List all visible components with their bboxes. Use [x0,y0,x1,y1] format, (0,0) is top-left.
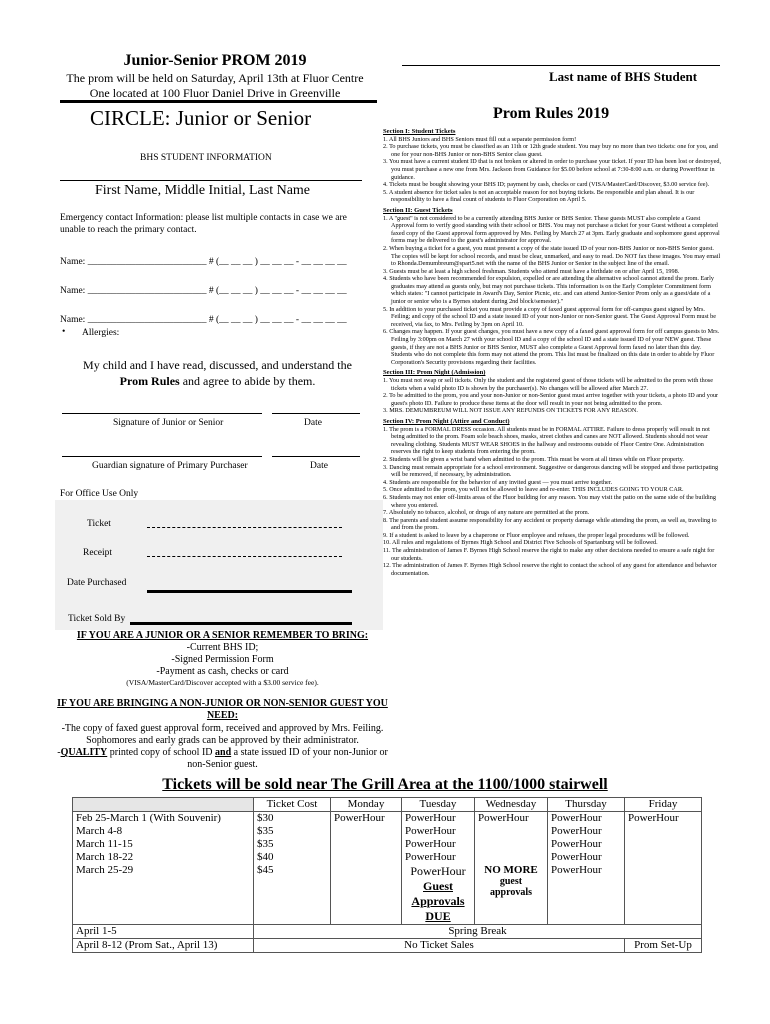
office-date-purchased-label: Date Purchased [67,578,127,588]
rule-1-2: 2. To purchase tickets, you must be classified as an 11th or 12th grade student. You may buy no more than two tickets: one for you, and one for your non-BHS Junior or non-BHS Senior class guest. [383,143,718,158]
tuesday-cell: PowerHour [402,825,475,838]
thursday-cell: PowerHour [548,838,625,851]
guest-id-tail: a state issued ID of your non-Junior or non-Senior guest. [187,747,388,770]
table-row [73,851,702,864]
student-info-title: BHS STUDENT INFORMATION [140,153,272,163]
cost-cell: $35 [254,838,331,851]
header-cell-tuesday: Tuesday [402,798,475,812]
week-cell: April 1-5 [73,925,254,939]
agreement-line1: My child and I have read, discussed, and understand the [83,358,352,372]
quality-emphasis: QUALITY [60,747,108,758]
monday-cell [331,838,402,851]
cost-cell: $40 [254,851,331,864]
table-row [73,825,702,838]
rule-4-11: 11. The administration of James F. Byrnes High School reserve the right to make any other decisions needed to ensure a safe night for our students. [383,547,715,562]
bring-item-id: -Current BHS ID; [186,642,259,653]
bring-item-form: -Signed Permission Form [171,654,274,665]
rule-4-7: 7. Absolutely no tobacco, alcohol, or drugs of any nature are permitted at the prom. [383,509,590,517]
rule-1-3: 3. You must have a current student ID that is not broken or altered in order to purchase your ticket. If your ID has been lost or destroyed, you must purchase a new one from Mrs. Jackson from Guidance for $5.00 before school at 7:30-8:00 a.m. or during PowerHour in guidance. [383,158,721,181]
prom-rules-ref: Prom Rules [119,374,180,388]
guest-due-2: Approvals [411,894,465,908]
section-4-heading: Section IV: Prom Night (Attire and Conduct) [383,417,510,425]
contact-name-field-2[interactable]: Name: _________________________ # (__ __ __ ) __ __ __ - __ __ __ __ [60,286,347,296]
prom-location-line1: The prom will be held on Saturday, April 13th at Fluor Centre [66,71,364,85]
guest-due-3: DUE [425,909,451,923]
guest-item-id [55,747,390,771]
rule-2-2: 2. When buying a ticket for a guest, you must present a copy of the state issued ID of your non-BHS Junior or non-BHS Senior guest. The copies will be kept for school records, and must be clear, unmarked, and easy to read. Do NOT fax these images. You may email to Rhonda.Demumbreum@spart5.net with the name of the BHS Junior or Senior in the subject line of the email. [383,244,721,268]
rule-4-4: 4. Students are responsible for the behavior of any invited guest — you must arrive together. [383,478,613,486]
friday-cell: PowerHour [625,812,702,826]
office-receipt-line[interactable] [147,556,342,557]
tuesday-cell: PowerHour [402,812,475,826]
student-date-line[interactable] [272,413,360,414]
rule-4-12: 12. The administration of James F. Byrnes High School reserve the right to contact the school of any guest for attendance and behavior documentation. [383,562,717,577]
monday-cell [331,864,402,925]
monday-cell [331,851,402,864]
section-1-heading: Section I: Student Tickets [383,128,456,135]
cost-cell: $30 [254,812,331,826]
office-ticket-line[interactable] [147,527,342,528]
thursday-cell: PowerHour [548,851,625,864]
office-ticket-label: Ticket [87,519,111,529]
ticket-sales-banner: Tickets will be sold near The Grill Area at the 1100/1000 stairwell [162,776,608,793]
bring-title: IF YOU ARE A JUNIOR OR A SENIOR REMEMBER TO BRING: [76,630,369,641]
monday-cell: PowerHour [331,812,402,826]
rule-4-5: 5. Once admitted to the prom, you will not be allowed to leave and re-enter. THIS INCLUDES GOING TO YOUR CAR. [383,486,684,494]
no-more-approvals: approvals [489,887,533,898]
header-cell-blank [73,798,254,812]
week-cell: March 18-22 [73,851,254,864]
header-cell-cost: Ticket Cost [254,798,331,812]
cost-cell: $35 [254,825,331,838]
ticket-schedule [72,797,702,953]
tuesday-cell [402,864,475,925]
rule-4-2: 2. Students will be given a wrist band when admitted to the prom. This must be worn at all times while on Fluor property. [383,455,684,463]
office-use-title: For Office Use Only [60,489,139,499]
last-name-line[interactable] [402,65,720,66]
prom-title: Junior-Senior PROM 2019 [123,52,307,69]
circle-class-prompt: CIRCLE: Junior or Senior [90,106,312,130]
office-sold-by-label: Ticket Sold By [68,614,126,624]
office-receipt-label: Receipt [83,548,113,558]
table-row [73,925,702,939]
table-row [73,864,702,925]
wednesday-cell [475,864,548,925]
tuesday-cell: PowerHour [402,838,475,851]
rule-3-1: 1. You must not swap or sell tickets. Only the student and the registered guest of those tickets will be admitted to the prom with those tickets when a valid photo ID is shown by the purchaser(s). No changes will be allowed after March 27. [383,377,713,392]
bring-item-payment: -Payment as cash, checks or card [156,666,289,677]
table-header-row [73,798,702,812]
friday-cell [625,851,702,864]
rule-1-4: 4. Tickets must be bought showing your BHS ID; payment by cash, checks or card (VISA/MasterCard/Discover, $3.00 service fee). [383,181,710,189]
rule-4-8: 8. The parents and student assume responsibility for any accident or property damage while attending the prom, as well as, traveling to and from the prom. [383,516,717,532]
student-signature-line[interactable] [62,413,262,414]
rule-2-3: 3. Guests must be at least a high school freshman. Students who attend must have a birthdate on or after April 15, 1998. [383,267,680,275]
week-cell: March 11-15 [73,838,254,851]
header-cell-friday: Friday [625,798,702,812]
friday-cell [625,825,702,838]
rule-4-6: 6. Students may not enter off-limits areas of the Fluor building for any reason. You may visit the patio on the same side of the building where you entered. [383,493,716,509]
week-cell: March 25-29 [73,864,254,925]
guest-dash: - [57,747,61,758]
table-row [73,812,702,826]
cost-cell: $45 [254,864,331,925]
monday-cell [331,825,402,838]
office-date-line[interactable] [147,590,352,593]
wednesday-cell: PowerHour [475,812,548,826]
guest-item-approval: -The copy of faxed guest approval form, received and approved by Mrs. Feiling. Sophomores and early grads can be approved by their administrator. [61,723,384,746]
guest-title: IF YOU ARE BRINGING A NON-JUNIOR OR NON-SENIOR GUEST YOU NEED: [57,698,388,721]
table-row [73,838,702,851]
tuesday-powerhour: PowerHour [410,864,466,878]
guardian-date-line[interactable] [272,456,360,457]
spring-break-cell: Spring Break [254,925,702,939]
rule-2-5: 5. In addition to your purchased ticket you must provide a copy of faxed guest approval form for off-campus guest signed by Mrs. Feiling; and copy of the school ID and a state issued ID of your non-Junior or non-Senior guest. The Guest Approval Form must be received, via fax, to Mrs. Feiling by 3pm on April 10. [383,305,717,328]
rule-4-9: 9. If a student is asked to leave by a chaperone or Fluor employee and refuses, the proper legal procedures will be followed. [383,531,690,539]
agreement-line2 [50,374,385,389]
agreement-tail: and agree to abide by them. [179,374,316,388]
rule-1-1: 1. All BHS Juniors and BHS Seniors must fill out a separate permission form! [383,135,577,143]
ticket-schedule-table [72,797,702,953]
last-name-label: Last name of BHS Student [549,69,698,84]
rule-2-6: 6. Changes may happen. If your guest changes, you must have a new copy of a faxed guest approval form for off campus guests to Mrs. Feiling by 3:00pm on March 27 with your school ID and a copy of the school ID and a state issued ID of your NEW guest. These guests, if they are not a BHS Junior or BHS Senior, MUST also complete a Guest Approval form faxed no later than this day. Students who do not complete this form may not attend the prom. This list must be finalized on this date in order to abide by Fluor Corporation's Security provisions regarding their facilities. [383,328,720,366]
allergies-field[interactable]: Allergies: [82,328,120,338]
guardian-signature-line[interactable] [62,456,262,457]
section-2-heading: Section II: Guest Tickets [383,206,453,214]
prom-location-line2: One located at 100 Fluor Daniel Drive in Greenville [89,86,341,100]
prom-rules-column [383,125,721,577]
wednesday-cell [475,851,548,864]
bullet-icon: • [62,327,66,337]
student-name-line[interactable] [60,180,362,181]
student-signature-label: Signature of Junior or Senior [113,418,224,428]
header-rule [60,100,377,103]
emergency-instructions: Emergency contact Information: please list multiple contacts in case we are unable to reach the primary contact. [60,213,347,235]
rule-4-1: 1. The prom is a FORMAL DRESS occasion. All students must be in FORMAL ATTIRE. Failure to dress properly will result in not being admitted to the prom. Foam sole beach shoes, masks, street clothes and canes are NOT allowed. Students should not wear revealing clothing. Students MUST WEAR SHOES in the hallway and restrooms outside of Fluor Centre One. Administration reserves the right to keep students from entering the prom. [383,425,710,456]
week-cell: Feb 25-March 1 (With Souvenir) [73,812,254,826]
week-cell: April 8-12 (Prom Sat., April 13) [73,939,254,953]
table-row [73,939,702,953]
rule-3-3: 3. MRS. DEMUMBREUM WILL NOT ISSUE ANY REFUNDS ON TICKETS FOR ANY REASON. [383,407,638,415]
no-sales-cell: No Ticket Sales [254,939,625,953]
rule-4-10: 10. All rules and regulations of Byrnes High School and District Five Schools of Spartanburg will be followed. [383,539,658,547]
student-name-caption: First Name, Middle Initial, Last Name [95,183,311,198]
header-cell-thursday: Thursday [548,798,625,812]
and-emphasis: and [215,747,232,758]
guest-id-text: printed copy of school ID [107,747,216,758]
prom-setup-cell: Prom Set-Up [625,939,702,953]
student-date-label: Date [304,418,322,428]
tuesday-cell: PowerHour [402,851,475,864]
guest-due-1: Guest [423,879,453,893]
rule-3-2: 2. To be admitted to the prom, you and your non-Junior or non-Senior guest must arrive together with your tickets, a photo ID and your guest's photo ID. Failure to produce these items at the door will result in your not being admitted to the prom. [383,392,719,407]
thursday-cell: PowerHour [548,864,625,925]
bring-item-card-fee: (VISA/MasterCard/Discover accepted with a $3.00 service fee). [126,678,319,687]
rule-2-1: 1. A "guest" is not considered to be a currently attending BHS Junior or BHS Senior. These guests MUST also complete a Guest Approval form to verify good standing with their school or BHS. You may not purchase a ticket for your Guest without a completed faxed copy of the Guest approval form approved by Mrs. Feiling by March 27 at 3pm. Early graduate and sophomore guest approval forms may be delivered to the guest's administrator for approval. [383,214,720,245]
header-cell-monday: Monday [331,798,402,812]
rule-1-5: 5. A student absence for ticket sales is not an acceptable reason for not buying tickets. Be responsible and plan ahead. It is our responsibility to have a final count of students to Fluor Corporation on April 5. [383,188,695,204]
section-3-heading: Section III: Prom Night (Admission) [383,369,486,377]
contact-name-field-3[interactable]: Name: _________________________ # (__ __ __ ) __ __ __ - __ __ __ __ [60,315,347,325]
wednesday-cell [475,838,548,851]
header-cell-wednesday: Wednesday [475,798,548,812]
rule-4-3: 3. Dancing must remain appropriate for a school environment. Suggestive or dangerous dancing will be stopped and those participating will be removed, if necessary, by administration. [383,463,719,479]
office-sold-by-line[interactable] [130,622,352,625]
guardian-date-label: Date [310,461,328,471]
week-cell: March 4-8 [73,825,254,838]
friday-cell [625,864,702,925]
guardian-signature-label: Guardian signature of Primary Purchaser [92,461,248,471]
rule-2-4: 4. Students who have been recommended for expulsion, expelled or are attending the alternative school cannot attend the prom. Early graduates may attend as guests only, but may not purchase tickets. This information is on the Early Completer Commitment form which states: "I cannot participate in Award's Day, Senior Picnic, etc. and can attend Junior-Senior Prom only as a guest/date of a junior or senior who is a Byrnes student during 2nd block/semester)." [383,275,714,306]
rules-title: Prom Rules 2019 [493,105,610,122]
wednesday-cell [475,825,548,838]
thursday-cell: PowerHour [548,812,625,826]
friday-cell [625,838,702,851]
no-more-guest: guest [499,876,523,887]
thursday-cell: PowerHour [548,825,625,838]
contact-name-field-1[interactable]: Name: _________________________ # (__ __ __ ) __ __ __ - __ __ __ __ [60,257,347,267]
no-more-label: NO MORE [484,864,538,876]
